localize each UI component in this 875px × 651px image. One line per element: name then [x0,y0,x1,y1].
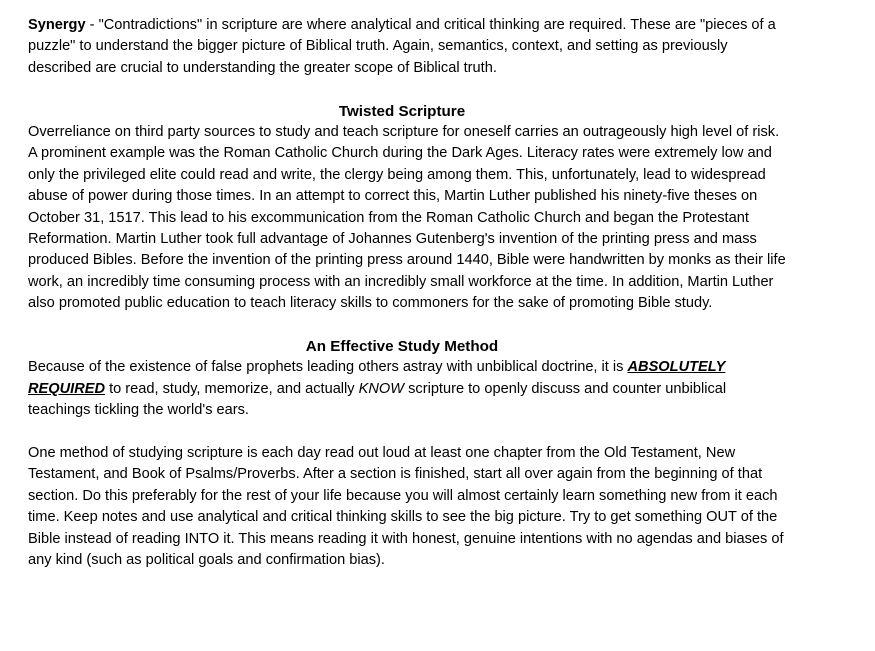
twisted-scripture-heading: Twisted Scripture [338,102,466,120]
synergy-text: - "Contradictions" in scripture are where analytical and critical thinking are required. These are "pieces of a puzzle" to understand the bigger picture of Biblical truth. Again, semantics, context, and setting as previously described are crucial to understanding the greater scope of Biblical truth. [28,17,776,76]
twisted-scripture-paragraph: Overreliance on third party sources to study and teach scripture for oneself carries an outrageously high level of risk. A prominent example was the Roman Catholic Church during the Dark Ages. Literacy rates were extremely low and only the privileged elite could read and write, the clergy being among them. This, unfortunately, lead to widespread abuse of power during those times. In an attempt to correct this, Martin Luther published his ninety-five theses on October 31, 1517. This lead to his excommunication from the Roman Catholic Church and began the Protestant Reformation. Martin Luther took full advantage of Johannes Gutenberg's invention of the printing press and mass produced Bibles. Before the invention of the printing press around 1440, Bible were handwritten by monks as their life work, an incredibly time consuming process with an incredibly small workforce at the time. In addition, Martin Luther also promoted public education to teach literacy skills to commoners for the sake of promoting Bible study. [28,124,786,312]
p1-mid: to read, study, memorize, and actually [105,380,359,397]
synergy-term: Synergy [28,17,86,33]
document-body [28,15,788,572]
study-method-paragraph-1 [28,357,788,421]
spacer [28,315,788,336]
spacer [28,79,788,100]
know-emphasis: KNOW [358,380,405,397]
synergy-paragraph [28,15,788,79]
spacer [28,422,788,443]
p1-end: scripture to openly discuss and counter unbiblical teachings tickling the world's ears. [28,380,727,419]
study-method-heading: An Effective Study Method [305,338,499,356]
p1-start: Because of the existence of false prophets leading others astray with unbiblical doctrine, it is [28,359,628,376]
absolutely-required-emphasis: ABSOLUTELY REQUIRED [28,359,726,397]
study-method-paragraph-2: One method of studying scripture is each day read out loud at least one chapter from the Old Testament, New Testament, and Book of Psalms/Proverbs. After a section is finished, start all over again from the beginning of that section. Do this preferably for the rest of your life because you will almost certainly learn something new from it each time. Keep notes and use analytical and critical thinking skills to see the big picture. Try to get something OUT of the Bible instead of reading INTO it. This means reading it with honest, genuine intentions with no agendas and biases of any kind (such as political goals and confirmation bias). [28,445,784,569]
